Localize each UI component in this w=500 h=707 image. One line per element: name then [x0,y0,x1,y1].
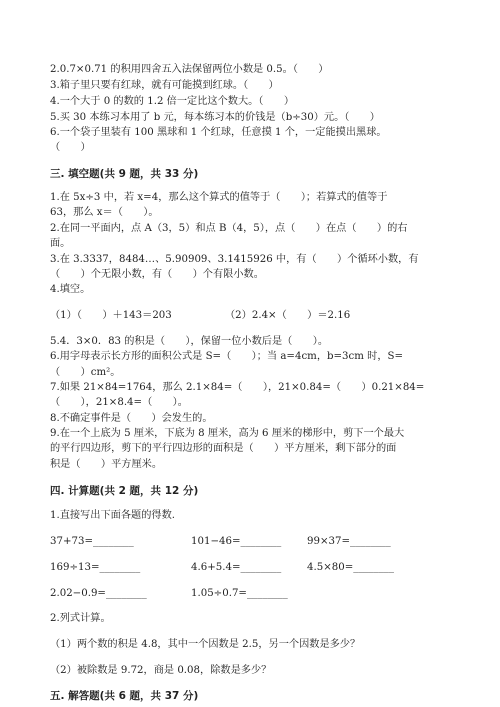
calc-item: 101−46=________ [191,536,282,547]
fill-q2-line2: 面。 [50,238,71,249]
fill-q4-part2: （2）2.4×（ ）＝2.16 [225,310,351,321]
section-5-title: 五. 解答题(共 6 题，共 37 分) [50,690,199,702]
fill-q2-line1: 2.在同一平面内，点 A（3，5）和点 B（4，5），点（ ）在点（ ）的右 [50,223,408,234]
fill-q4-part1: （1）（ ）＋143＝203 [50,310,172,321]
judge-item-3: 3.箱子里只要有红球，就有可能摸到红球。（ ） [50,80,279,91]
fill-q3-line2: （ ）个无限小数，有（ ）个有限小数。 [50,269,264,280]
fill-q5: 5.4．3×0．83 的积是（ ），保留一位小数后是（ ）。 [50,336,329,347]
calc-item: 4.6+5.4=________ [191,562,282,573]
judge-item-2: 2.0.7×0.71 的积用四舍五入法保留两位小数是 0.5。（ ） [50,64,329,75]
judge-item-6: 6.一个袋子里装有 100 黑球和 1 个红球，任意摸 1 个，一定能摸出黑球。 [50,127,387,138]
calc-q2-sub2: （2）被除数是 9.72，商是 0.08，除数是多少？ [50,665,272,676]
fill-q9-line2: 的平行四边形，剪下的平行四边形的面积是（ ）平方厘米，剩下部分的面 [50,443,397,454]
section-3-title: 三. 填空题(共 9 题，共 33 分) [50,168,199,180]
fill-q9-line1: 9.在一个上底为 5 厘米，下底为 8 厘米，高为 6 厘米的梯形中，剪下一个最大 [50,428,405,439]
fill-q6-line2: （ ）cm²。 [50,367,121,378]
calc-item: 1.05÷0.7=________ [191,588,288,599]
calc-q1-title: 1.直接写出下面各题的得数. [50,510,176,521]
calc-q2-sub1: （1）两个数的积是 4.8，其中一个因数是 2.5，另一个因数是多少？ [50,639,361,650]
judge-item-5: 5.买 30 本练习本用了 b 元，每本练习本的价钱是（b÷30）元。（ ） [50,112,380,123]
fill-q9-line3: 积是（ ）平方厘米。 [50,459,163,470]
fill-q1-line1: 1.在 5x÷3 中，若 x=4，那么这个算式的值等于（ ）；若算式的值等于 [50,192,388,203]
fill-q6-line1: 6.用字母表示长方形的面积公式是 S=（ ）；当 a=4cm，b=3cm 时，S= [50,351,404,362]
calc-item: 37+73=________ [50,536,134,547]
fill-q4-title: 4.填空。 [50,284,91,295]
calc-item: 4.5×80=________ [307,562,394,573]
fill-q1-line2: 63，那么 x＝（ ）。 [50,207,159,218]
calc-item: 2.02−0.9=________ [50,588,147,599]
fill-q3-line1: 3.在 3.3337，8484…、5.90909、3.1415926 中，有（ ）个循环小数，有 [50,254,419,265]
fill-q7-line1: 7.如果 21×84=1764，那么 2.1×84=（ ），21×0.84=（ ）0.21×84= [50,382,425,393]
fill-q8: 8.不确定事件是（ ）会发生的。 [50,413,213,424]
calc-item: 169÷13=________ [50,562,141,573]
calc-item: 99×37=________ [307,536,391,547]
judge-item-4: 4.一个大于 0 的数的 1.2 倍一定比这个数大。（ ） [50,96,295,107]
fill-q7-line2: （ ），21×8.4=（ ）。 [50,397,188,408]
calc-q2-title: 2.列式计算。 [50,613,111,624]
judge-item-6-blank: （ ） [50,142,91,153]
section-4-title: 四. 计算题(共 2 题，共 12 分) [50,485,199,497]
